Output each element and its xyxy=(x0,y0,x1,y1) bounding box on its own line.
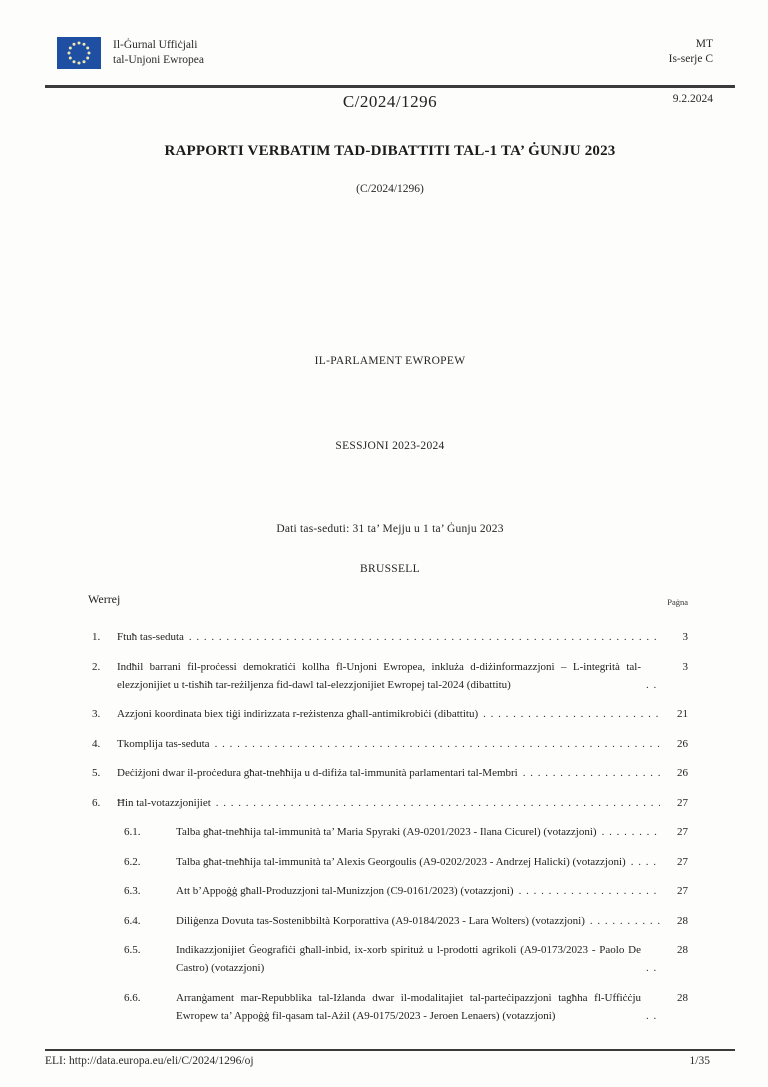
toc-entry-number: 6.3. xyxy=(124,885,141,897)
toc-entry-page: 26 xyxy=(677,767,688,779)
toc-leader-dots xyxy=(602,823,660,841)
toc-entry-title: Azzjoni koordinata biex tiġi indirizzata r-reżistenza għall-antimikrobiċi (dibattitu) xyxy=(117,708,479,720)
eli-link[interactable]: ELI: http://data.europa.eu/eli/C/2024/1296/oj xyxy=(45,1055,254,1067)
toc-entry[interactable] xyxy=(45,794,735,812)
toc-page-column-label: Paġna xyxy=(667,597,688,607)
toc-leader-dots xyxy=(519,882,660,900)
toc-entry-title: Talba għat-tneħħija tal-immunità ta’ Maria Spyraki (A9-0201/2023 - Ilana Cicurel) (votazzjoni) xyxy=(176,826,597,838)
toc-entry-page: 26 xyxy=(677,737,688,750)
toc-entry-page: 28 xyxy=(677,991,688,1004)
toc-entry[interactable] xyxy=(45,941,735,977)
toc-entry-title: Indħil barrani fil-proċessi demokratiċi kollha fl-Unjoni Ewropea, inkluża d-diżinformazzjoni – L-integrità tal-elezzjonijiet u t-tisħiħ tar-reżiljenza fid-dawl tal-elezzjonijiet Ewropej tal-2024 (dibattitu) xyxy=(117,660,641,691)
toc-leader-dots xyxy=(216,794,660,812)
toc-entry-number: 5. xyxy=(92,767,101,779)
toc-entry-title: Deċiżjoni dwar il-proċedura għat-tneħħija u d-difiża tal-immunità parlamentari tal-Membri xyxy=(117,767,518,779)
toc-leader-dots xyxy=(215,735,660,753)
page-indicator: 1/35 xyxy=(689,1055,710,1067)
toc-leader-dots xyxy=(631,853,660,871)
doc-number-band xyxy=(45,92,735,116)
toc-entry[interactable] xyxy=(45,823,735,841)
toc-entry-page: 27 xyxy=(677,796,688,809)
toc-entry-title: Att b’Appoġġ għall-Produzzjoni tal-Munizzjon (C9-0161/2023) (votazzjoni) xyxy=(176,885,514,897)
header-meta xyxy=(669,37,713,67)
doc-title: RAPPORTI VERBATIM TAD-DIBATTITI TAL-1 TA’ ĠUNJU 2023 xyxy=(164,143,616,159)
footer-rule xyxy=(45,1049,735,1052)
toc-entry-title: Arranġament mar-Repubblika tal-Iżlanda dwar il-modalitajiet tal-parteċipazzjoni tagħha fl-Uffiċċju Ewropew ta’ Appoġġ fil-qasam tal-Ażil (A9-0175/2023 - Jeroen Lenaers) (votazzjoni) xyxy=(176,991,641,1022)
toc-entry-title: Talba għat-tneħħija tal-immunità ta’ Alexis Georgoulis (A9-0202/2023 - Andrzej Halicki) (votazzjoni) xyxy=(176,855,626,868)
toc-entry[interactable] xyxy=(45,735,735,753)
publication-date: 9.2.2024 xyxy=(672,93,713,105)
page-header xyxy=(45,0,735,69)
toc-entry-number: 4. xyxy=(92,737,101,750)
journal-name xyxy=(113,38,204,68)
toc-entry-number: 6.6. xyxy=(124,991,141,1004)
toc-entry[interactable] xyxy=(45,658,735,694)
toc-entry-number: 6.5. xyxy=(124,944,141,956)
toc-entry[interactable] xyxy=(45,628,735,646)
toc-entry-page: 28 xyxy=(677,944,688,956)
toc-header xyxy=(45,592,735,607)
series-label: Is-serje C xyxy=(668,53,713,65)
toc-leader-dots xyxy=(189,628,660,646)
doc-subtitle: (C/2024/1296) xyxy=(356,183,424,195)
toc-entry[interactable] xyxy=(45,853,735,871)
toc-entry[interactable] xyxy=(45,989,735,1025)
toc-leader-dots xyxy=(483,705,660,723)
toc-entry-number: 6.2. xyxy=(124,855,141,868)
toc-entry-page: 3 xyxy=(682,660,688,673)
toc-leader-dots xyxy=(646,1007,660,1025)
toc-entry-number: 1. xyxy=(92,631,101,643)
toc-entry-number: 6.1. xyxy=(124,826,141,838)
toc-entry[interactable] xyxy=(45,764,735,782)
language-code: MT xyxy=(695,38,713,50)
oj-brand xyxy=(57,37,204,69)
toc-entry[interactable] xyxy=(45,705,735,723)
toc-entry-page: 28 xyxy=(677,914,688,927)
toc-entry-title: Ftuħ tas-seduta xyxy=(117,631,184,643)
toc-leader-dots xyxy=(590,912,660,930)
toc-entry-page: 21 xyxy=(677,708,688,720)
toc-entry-page: 27 xyxy=(677,885,688,897)
toc-entry-number: 3. xyxy=(92,708,101,720)
doc-number: C/2024/1296 xyxy=(342,92,438,111)
toc-leader-dots xyxy=(646,676,660,694)
session-label: SESSJONI 2023-2024 xyxy=(335,440,445,452)
toc-entry-page: 27 xyxy=(677,826,688,838)
toc-entry[interactable] xyxy=(45,882,735,900)
toc-entry-title: Indikazzjonijiet Ġeografiċi għall-inbid, ix-xorb spirituż u l-prodotti agrikoli (A9-0173/2023 - Paolo De Castro) (votazzjoni) xyxy=(176,944,641,974)
journal-name-line1: Il-Ġurnal Uffiċjali xyxy=(113,39,198,51)
toc-leader-dots xyxy=(646,959,660,977)
toc-title: Werrej xyxy=(88,592,121,606)
sitting-location: BRUSSELL xyxy=(360,563,420,575)
toc-entry-page: 27 xyxy=(677,855,688,868)
toc-leader-dots xyxy=(523,764,660,782)
toc-entry-title: Tkomplija tas-seduta xyxy=(117,737,210,750)
toc-entry-number: 2. xyxy=(92,660,101,673)
toc-entry-title: Diliġenza Dovuta tas-Sostenibbiltà Korporattiva (A9-0184/2023 - Lara Wolters) (votazzjoni) xyxy=(176,914,585,927)
toc-entry-page: 3 xyxy=(682,631,688,643)
sitting-dates: Dati tas-seduti: 31 ta’ Mejju u 1 ta’ Ġunju 2023 xyxy=(276,523,504,535)
toc-entry-number: 6.4. xyxy=(124,914,141,927)
toc-entry[interactable] xyxy=(45,912,735,930)
header-rule xyxy=(45,85,735,88)
page-footer xyxy=(45,1049,735,1068)
journal-name-line2: tal-Unjoni Ewropea xyxy=(113,54,205,66)
toc-entry-title: Ħin tal-votazzjonijiet xyxy=(117,796,211,809)
table-of-contents xyxy=(45,628,735,1025)
eu-flag-icon xyxy=(57,37,101,69)
toc-entry-number: 6. xyxy=(92,796,101,809)
institution-name: IL-PARLAMENT EWROPEW xyxy=(314,355,466,367)
